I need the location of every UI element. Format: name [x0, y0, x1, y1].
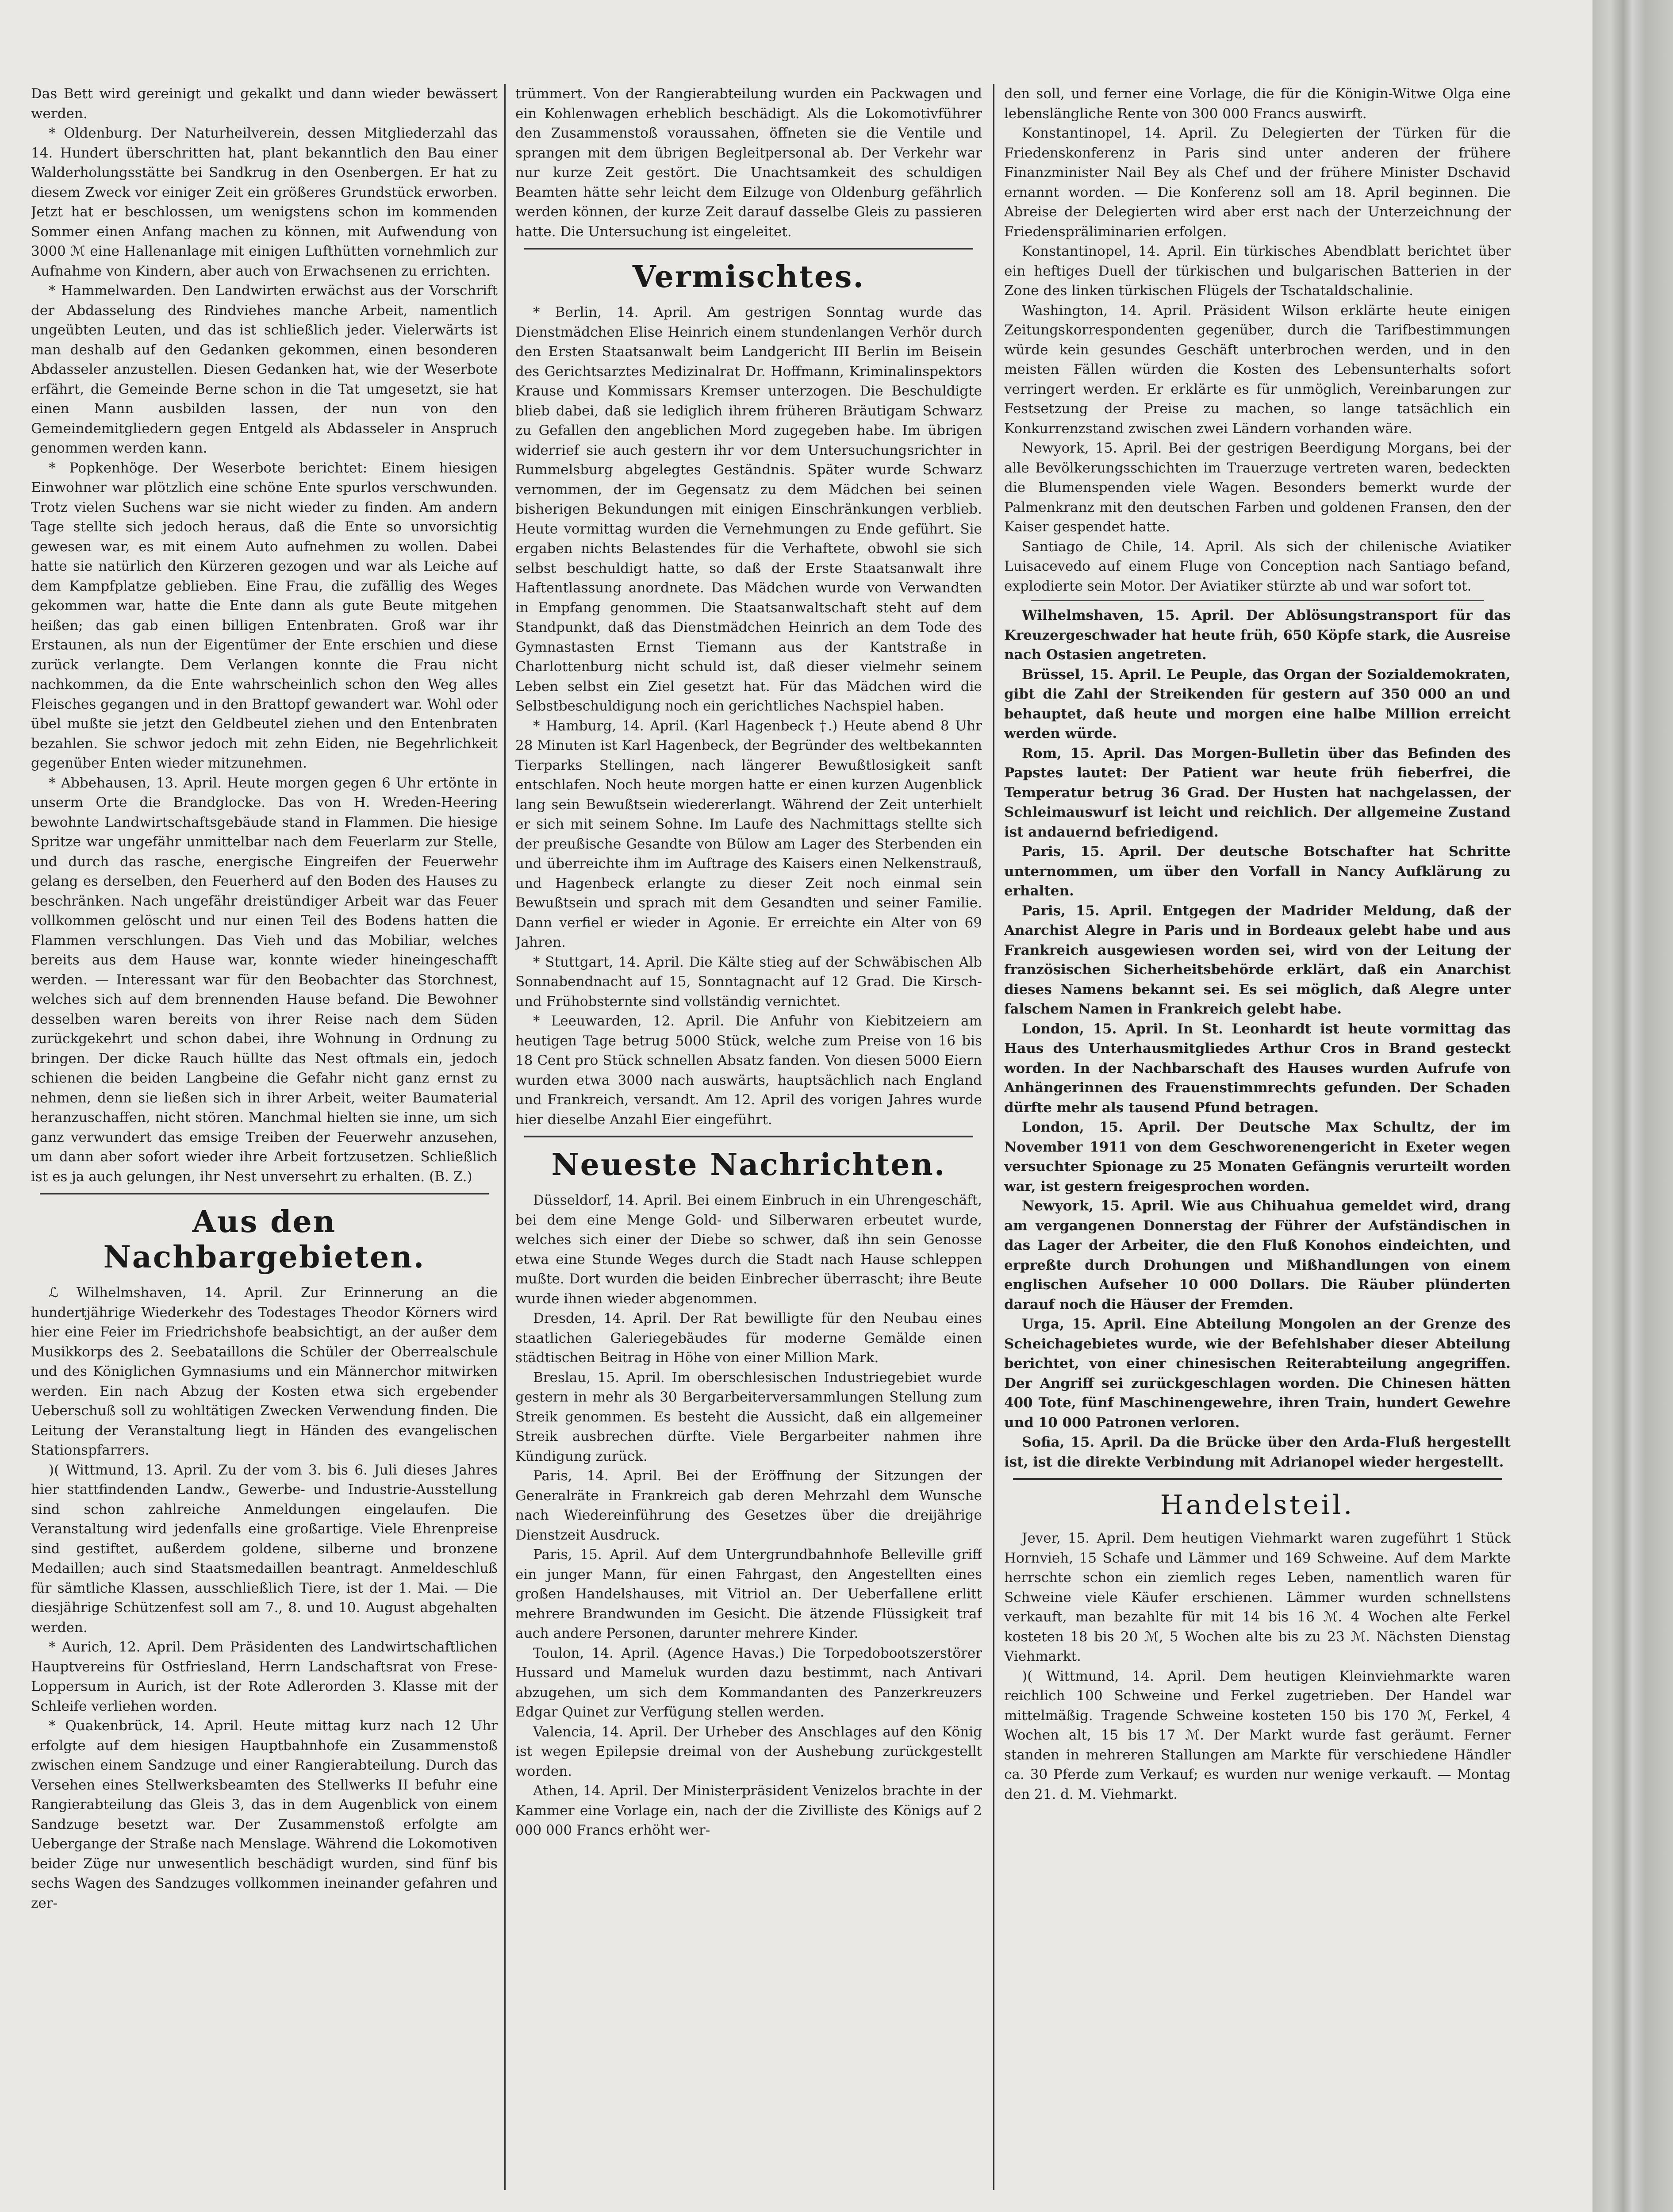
article-wittmund: )( Wittmund, 13. April. Zu der vom 3. bis 6. Juli dieses Jahres hier stattfindenden Landw., Gewerbe- und Industrie-Ausstellung sind schon zahlreiche Anmeldungen eingelaufen. Die Veranstaltung wird jedenfalls eine großartige. Viele Ehrenpreise sind gestiftet, außerdem goldene, silberne und bronzene Medaillen; auch sind Staatsmedaillen beantragt. Anmeldeschluß für sämtliche Klassen, ausschließlich Tiere, ist der 1. Mai. — Die diesjährige Schützenfest soll am 7., 8. und 10. August abgehalten werden. — [31, 1462, 498, 1636]
news-breslau: Breslau, 15. April. Im oberschlesischen Industriegebiet wurde gestern in mehr als 30 Bergarbeiterversammlungen Stellung zum Streik genommen. Es besteht die Aussicht, daß ein allgemeiner Streik ausbrechen dürfte. Viele Bergarbeiter nahmen ihre Kündigung zurück. — [515, 1369, 982, 1464]
column-rule — [504, 84, 506, 2190]
column-3 — [1004, 84, 1511, 2212]
telegram-paris: Paris, 15. April. Der deutsche Botschafter hat Schritte unternommen, um über den Vorfall in Nancy Aufklärung zu erhalten. — [1004, 844, 1511, 899]
section-divider — [1031, 600, 1484, 601]
telegram-rom: Rom, 15. April. Das Morgen-Bulletin über das Befinden des Papstes lautet: Der Patient war heute früh fieberfrei, die Temperatur betrug 36 Grad. Der Husten hat nachgelassen, der Schleimauswurf ist leicht und reichlich. Der allgemeine Zustand ist andauernd befriedigend. — [1004, 745, 1511, 840]
news-newyork: Newyork, 15. April. Bei der gestrigen Beerdigung Morgans, bei der alle Bevölkerungsschichten im Trauerzuge vertreten waren, bedeckten die Blumenspenden viele Wagen. Besonders bemerkt wurde der Palmenkranz mit den deutschen Farben und goldenen Fransen, den der Kaiser gespendet hatte. — [1004, 440, 1511, 535]
news-duesseldorf: Düsseldorf, 14. April. Bei einem Einbruch in ein Uhrengeschäft, bei dem eine Menge Gold- und Silberwaren erbeutet wurde, welches sich einer der Diebe so schwer, daß ihn sein Genosse etwa eine Stunde Weges durch die Stadt nach Hause schleppen mußte. Dort wurden die beiden Einbrecher überrascht; ihre Beute wurde ihnen wieder abgenommen. — [515, 1192, 982, 1307]
article-oldenburg: * Oldenburg. Der Naturheilverein, dessen Mitgliederzahl das 14. Hundert überschritten hat, plant bekanntlich den Bau einer Walderholungsstätte bei Sandkrug in den Osenbergen. Er hat zu diesem Zweck vor einiger Zeit ein größeres Grundstück erworben. Jetzt hat er beschlossen, um wenigstens schon im kommenden Sommer einen Anfang machen zu können, mit Aufwendung von 3000 ℳ eine Hallenanlage mit einigen Lufthütten vornehmlich zur Aufnahme von Kindern, aber auch von Erwachsenen zu errichten. — [31, 125, 498, 279]
telegram-newyork: Newyork, 15. April. Wie aus Chihuahua gemeldet wird, drang am vergangenen Donnerstag der Führer der Aufständischen in das Lager der Arbeiter, die den Fluß Konohos eindeichten, und erpreßte durch Drohungen und Mißhandlungen von einem englischen Aufseher 10 000 Dollars. Die Räuber plünderten darauf noch die Häuser der Fremden. — [1004, 1198, 1511, 1313]
telegram-sofia: Sofia, 15. April. Da die Brücke über den Arda-Fluß hergestellt ist, ist die direkte Verbindung mit Adrianopel wieder hergestellt. — [1004, 1434, 1511, 1470]
column-2 — [515, 84, 982, 2212]
news-paris: Paris, 15. April. Auf dem Untergrundbahnhofe Belleville griff ein junger Mann, für einen Fahrgast, den Angestellten eines großen Handelshauses, mit Vitriol an. Der Ueberfallene erlitt mehrere Brandwunden im Gesicht. Die ätzende Flüssigkeit traf auch andere Personen, darunter mehrere Kinder. — [515, 1547, 982, 1641]
news-washington: Washington, 14. April. Präsident Wilson erklärte heute einigen Zeitungskorrespondenten gegenüber, durch die Tarifbestimmungen würde kein gesundes Geschäft unterbrochen werden, und in den meisten Fällen würden die Kosten des Lebensunterhalts sofort verringert werden. Er erklärte es für unmöglich, Vereinbarungen zur Festsetzung der Preise zu machen, so lange tatsächlich ein Konkurrenzstand zwischen zwei Ländern vorhanden wäre. — [1004, 302, 1511, 437]
article-text: Das Bett wird gereinigt und gekalkt und dann wieder bewässert werden. — [31, 86, 498, 122]
news-konstantinopel: Konstantinopel, 14. April. Zu Delegierten der Türken für die Friedenskonferenz in Paris sind unter anderen der frühere Finanzminister Nail Bey als Chef und der frühere Minister Dschavid ernannt worden. — Die Konferenz soll am 18. April beginnen. Die Abreise der Delegierten wird aber erst nach der Unterzeichnung der Friedenspräliminarien erfolgen. — [1004, 125, 1511, 240]
section-heading: Neueste Nachrichten. — [551, 1147, 946, 1183]
section-divider — [40, 1193, 489, 1194]
article-hamburg: * Hamburg, 14. April. (Karl Hagenbeck †.) Heute abend 8 Uhr 28 Minuten ist Karl Hagenbeck, der Begründer des weltbekannten Tierparks Stellingen, nach längerer Bewußtlosigkeit sanft entschlafen. Noch heute morgen hatte er einen kurzen Augenblick lang sein Bewußtsein wiedererlangt. Während der Zeit unterhielt er sich mit seinem Sohne. Im Laufe des Nachmittags stellte sich der preußische Gesandte von Bülow am Lager des Sterbenden ein und überreichte ihm im Auftrage des Kaisers einen Nelkenstrauß, und Hagenbeck erlangte zu dieser Zeit noch einmal sein Bewußtsein und sprach mit dem Gesandten und seiner Familie. Dann verfiel er wieder in Agonie. Er erreichte ein Alter von 69 Jahren. — [515, 718, 982, 950]
telegram-bruessel: Brüssel, 15. April. Le Peuple, das Organ der Sozialdemokraten, gibt die Zahl der Streikenden für gestern auf 350 000 an und behauptet, daß heute und morgen eine halbe Million erreicht werden würde. — [1004, 666, 1511, 741]
section-heading: Aus den Nachbargebieten. — [103, 1204, 426, 1275]
news-toulon: Toulon, 14. April. (Agence Havas.) Die Torpedobootszerstörer Hussard und Mameluk wurden dazu bestimmt, nach Antivari abzugehen, um sich dem Kommandanten des Panzerkreuzers Edgar Quinet zur Verfügung stellen werden. — [515, 1645, 982, 1720]
column-1 — [31, 84, 498, 2212]
news-dresden: Dresden, 14. April. Der Rat bewilligte für den Neubau eines staatlichen Galeriegebäudes für moderne Gemälde einen städtischen Beitrag in Höhe von einer Million Mark. — [515, 1310, 982, 1366]
telegram-wilhelmshaven: Wilhelmshaven, 15. April. Der Ablösungstransport für das Kreuzergeschwader hat heute früh, 650 Köpfe stark, die Ausreise nach Ostasien angetreten. — [1004, 607, 1511, 663]
section-heading: Vermischtes. — [632, 259, 865, 295]
column-rule — [993, 84, 994, 2190]
section-divider — [1013, 1478, 1502, 1480]
article-quakenbrueck: * Quakenbrück, 14. April. Heute mittag kurz nach 12 Uhr erfolgte auf dem hiesigen Hauptbahnhofe ein Zusammenstoß zwischen einem Sandzuge und einer Rangierabteilung. Durch das Versehen eines Stellwerksbeamten des Stellwerks II befuhr eine Rangierabteilung das Gleis 3, das in dem Augenblick von einem Sandzuge besetzt war. Der Zusammenstoß erfolgte am Uebergange der Straße nach Menslage. Während die Lokomotiven beider Züge nur unwesentlich beschädigt wurden, sind fünf bis sechs Wagen des Sandzuges vollkommen ineinander gefahren und zer- — [31, 1718, 498, 1911]
telegram-london: London, 15. April. Der Deutsche Max Schultz, der im November 1911 von dem Geschworenengericht in Exeter wegen versuchter Spionage zu 25 Monaten Gefängnis verurteilt worden war, ist gestern freigesprochen worden. — [1004, 1119, 1511, 1194]
article-stuttgart: * Stuttgart, 14. April. Die Kälte stieg auf der Schwäbischen Alb Sonnabendnacht auf 15, Sonntagnacht auf 12 Grad. Die Kirsch- und Frühobsternte sind vollständig vernichtet. — [515, 954, 982, 1010]
market-jever: Jever, 15. April. Dem heutigen Viehmarkt waren zugeführt 1 Stück Hornvieh, 15 Schafe und Lämmer und 169 Schweine. Auf dem Markte herrschte schon ein ziemlich reges Leben, namentlich waren für Schweine viele Käufer erschienen. Lämmer wurden schnellstens verkauft, man bezahlte für mit 14 bis 16 ℳ. 4 Wochen alte Ferkel kosteten 18 bis 20 ℳ, 5 Wochen alte bis zu 23 ℳ. Nächsten Dienstag Viehmarkt. — [1004, 1530, 1511, 1664]
news-text: den soll, und ferner eine Vorlage, die für die Königin-Witwe Olga eine lebenslängliche Rente von 300 000 Francs auswirft. — [1004, 86, 1511, 122]
article-abbehausen: * Abbehausen, 13. April. Heute morgen gegen 6 Uhr ertönte in unserm Orte die Brandglocke. Das von H. Wreden-Heering bewohnte Landwirtschaftsgebäude stand in Flammen. Die hiesige Spritze war ungefähr unmittelbar nach dem Feuerlarm zur Stelle, und durch das rasche, energische Eingreifen der Feuerwehr gelang es derselben, den Feuerherd auf den Boden des Hauses zu beschränken. Nach ungefähr dreistündiger Arbeit war das Feuer vollkommen gelöscht und nur einen Teil des Bodens hatten die Flammen verschlungen. Das Vieh und das Mobiliar, welches bereits aus dem Hause war, konnte wieder hineingeschafft werden. — Interessant war für den Beobachter das Storchnest, welches sich auf dem brennenden Hause befand. Die Bewohner desselben waren bereits von ihrer Reise nach dem Süden zurückgekehrt und schon dabei, ihre Wohnung in Ordnung zu bringen. Der dicke Rauch hüllte das Nest oftmals ein, jedoch schienen die beiden Langbeine die Gefahr nicht ganz ernst zu nehmen, denn sie ließen sich in ihrer Arbeit, weiter Baumaterial heranzuschaffen, nicht stören. Manchmal hielten sie inne, um sich ganz verwundert das emsige Treiben der Feuerwehr anzusehen, um dann aber sofort wieder ihre Arbeit fortzusetzen. Schließlich ist es ja auch gelungen, ihr Nest unversehrt zu erhalten. (B. Z.) — [31, 775, 498, 1185]
article-leeuwarden: * Leeuwarden, 12. April. Die Anfuhr von Kiebitzeiern am heutigen Tage betrug 5000 Stück, welche zum Preise von 16 bis 18 Cent pro Stück schnellen Absatz fanden. Von diesen 5000 Eiern wurden etwa 3000 nach auswärts, hauptsächlich nach England und Frankreich, versandt. Am 12. April des vorigen Jahres wurde hier dieselbe Anzahl Eier eingeführt. — [515, 1013, 982, 1128]
article-text: trümmert. Von der Rangierabteilung wurden ein Packwagen und ein Kohlenwagen erheblich beschädigt. Als die Lokomotivführer den Zusammenstoß voraussahen, öffneten sie die Ventile und sprangen mit dem übrigen Begleitpersonal ab. Der Verkehr war nur kurze Zeit gestört. Die Unachtsamkeit des schuldigen Beamten hätte sehr leicht dem Eilzuge von Oldenburg gefährlich werden können, der kurze Zeit darauf dasselbe Gleis zu passieren hatte. Die Untersuchung ist eingeleitet. — [515, 86, 982, 240]
section-divider — [524, 248, 973, 250]
news-santiago: Santiago de Chile, 14. April. Als sich der chilenische Aviatiker Luisacevedo auf einem Fluge von Conception nach Santiago befand, explodierte sein Motor. Der Aviatiker stürzte ab und war sofort tot. — [1004, 538, 1511, 594]
telegram-paris: Paris, 15. April. Entgegen der Madrider Meldung, daß der Anarchist Alegre in Paris und in Bordeaux gelebt habe und aus Frankreich ausgewiesen worden sei, wird von der Leitung der französischen Sicherheitsbehörde erklärt, daß ein Anarchist dieses Namens bekannt sei. Es sei möglich, daß Alegre unter falschem Namen in Frankreich gelebt habe. — [1004, 902, 1511, 1017]
section-divider — [524, 1136, 973, 1137]
news-athen: Athen, 14. April. Der Ministerpräsident Venizelos brachte in der Kammer eine Vorlage ein, nach der die Zivilliste des Königs auf 2 000 000 Francs erhöht wer- — [515, 1783, 982, 1838]
news-konstantinopel: Konstantinopel, 14. April. Ein türkisches Abendblatt berichtet über ein heftiges Duell der türkischen und bulgarischen Batterien in der Zone des linken türkischen Flügels der Tschataldschalinie. — [1004, 243, 1511, 299]
article-hammelwarden: * Hammelwarden. Den Landwirten erwächst aus der Vorschrift der Abdasselung des Rindviehes manche Arbeit, namentlich ungeübten Leuten, und das ist schließlich jeder. Vielerwärts ist man deshalb auf den Gedanken gekommen, einen besonderen Abdasseler anzustellen. Diesen Gedanken hat, wie der Weserbote erfährt, die Gemeinde Berne schon in die Tat umgesetzt, sie hat einen Mann ausbilden lassen, der nun von den Gemeindemitgliedern gegen Entgeld als Abdasseler in Anspruch genommen werden kann. — [31, 283, 498, 456]
news-paris: Paris, 14. April. Bei der Eröffnung der Sitzungen der Generalräte in Frankreich gab deren Mehrzahl dem Wunsche nach Wiedereinführung des Gesetzes über die dreijährige Dienstzeit Ausdruck. — [515, 1468, 982, 1543]
section-heading: Handelsteil. — [1160, 1490, 1355, 1521]
article-aurich: * Aurich, 12. April. Dem Präsidenten des Landwirtschaftlichen Hauptvereins für Ostfriesland, Herrn Landschaftsrat von Frese-Loppersum in Aurich, ist der Rote Adlerorden 3. Klasse mit der Schleife verliehen worden. — [31, 1639, 498, 1714]
news-valencia: Valencia, 14. April. Der Urheber des Anschlages auf den König ist wegen Epilepsie dreimal von der Aushebung zurückgestellt worden. — [515, 1724, 982, 1779]
article-berlin: * Berlin, 14. April. Am gestrigen Sonntag wurde das Dienstmädchen Elise Heinrich einem stundenlangen Verhör durch den Ersten Staatsanwalt beim Landgericht III Berlin im Beisein des Gerichtsarztes Medizinalrat Dr. Hoffmann, Kriminalinspektors Krause und Kommissars Kremser unterzogen. Die Beschuldigte blieb dabei, daß sie lediglich ihrem früheren Bräutigam Schwarz zu Gefallen den angeblichen Mord zugegeben habe. Im übrigen widerrief sie auch gestern ihr vor dem Untersuchungsrichter in Rummelsburg abgelegtes Geständnis. Später wurde Schwarz vernommen, der im Gegensatz zu dem Mädchen bei seinen bisherigen Bekundungen mit einigen Einschränkungen verblieb. Heute vormittag wurden die Vernehmungen zu Ende geführt. Sie ergaben nichts Belastendes für die Verhaftete, obwohl sie sich selbst beschuldigt hatte, so daß der Erste Staatsanwalt ihre Haftentlassung anordnete. Das Mädchen wurde von Verwandten in Empfang genommen. Die Staatsanwaltschaft steht auf dem Standpunkt, daß das Dienstmädchen Heinrich an dem Tode des Gymnastasten Ernst Tiemann aus der Kantstraße in Charlottenburg nicht schuld ist, daß dieser vielmehr seinem Leben selbst ein Ziel gesetzt hat. Für das Mädchen wird die Selbstbeschuldigung noch ein gerichtliches Nachspiel haben. — [515, 304, 982, 714]
article-popkenhoege: * Popkenhöge. Der Weserbote berichtet: Einem hiesigen Einwohner war plötzlich eine schöne Ente spurlos verschwunden. Trotz vielen Suchens war sie nicht wieder zu finden. Am andern Tage stellte sich jedoch heraus, daß die Ente so unvorsichtig gewesen war, es mit einem Auto aufnehmen zu wollen. Dabei hatte sie natürlich den Kürzeren gezogen und war als Leiche auf dem Kampfplatze geblieben. Eine Frau, die zufällig des Weges gekommen war, hatte die Ente dann als gute Beute mitgehen heißen; das gab einen billigen Entenbraten. Groß war ihr Erstaunen, als nun der Eigentümer der Ente erschien und diese zurück verlangte. Dem Verlangen konnte die Frau nicht nachkommen, da die Ente wahrscheinlich schon den Weg alles Fleisches gegangen und in den Brattopf gewandert war. Wohl oder übel mußte sie jetzt den Geldbeutel ziehen und den Entenbraten bezahlen. Sie schwor jedoch mit zehn Eiden, nie Begehrlichkeit gegenüber Enten wieder mitzunehmen. — [31, 460, 498, 771]
telegram-london: London, 15. April. In St. Leonhardt ist heute vormittag das Haus des Unterhausmitgliedes Arthur Cros in Brand gesteckt worden. In der Nachbarschaft des Hauses wurden Aufrufe von Anhängerinnen des Frauenstimmrechts gefunden. Der Schaden dürfte mehr als tausend Pfund betragen. — [1004, 1021, 1511, 1116]
market-wittmund: )( Wittmund, 14. April. Dem heutigen Kleinviehmarkte waren reichlich 100 Schweine und Ferkel zugetrieben. Der Handel war mittelmäßig. Tragende Schweine kosteten 150 bis 170 ℳ, Ferkel, 4 Wochen alt, 15 bis 17 ℳ. Der Markt wurde fast geräumt. Ferner standen in mehreren Stallungen am Markte für verschiedene Händler ca. 30 Pferde zum Verkauf; es wurden nur wenige verkauft. — Montag den 21. d. M. Viehmarkt. — [1004, 1668, 1511, 1802]
telegram-urga: Urga, 15. April. Eine Abteilung Mongolen an der Grenze des Scheichagebietes wurde, wie der Befehlshaber dieser Abteilung berichtet, von einer chinesischen Reiterabteilung angegriffen. Der Angriff sei zurückgeschlagen worden. Die Chinesen hätten 400 Tote, fünf Maschinengewehre, ihren Train, hundert Gewehre und 10 000 Patronen verloren. — [1004, 1316, 1511, 1431]
article-wilhelmshaven: ℒ Wilhelmshaven, 14. April. Zur Erinnerung an die hundertjährige Wiederkehr des Todestages Theodor Körners wird hier eine Feier im Friedrichshofe beabsichtigt, an der außer dem Musikkorps des 2. Seebataillons die Schüler der Oberrealschule und des Königlichen Gymnasiums und ein Männerchor mitwirken werden. Ein nach Abzug der Kosten etwa sich ergebender Ueberschuß soll zu wohltätigen Zwecken Verwendung finden. Die Leitung der Veranstaltung liegt in Händen des evangelischen Stationspfarrers. — [31, 1285, 498, 1458]
book-edge — [1592, 0, 1673, 2212]
